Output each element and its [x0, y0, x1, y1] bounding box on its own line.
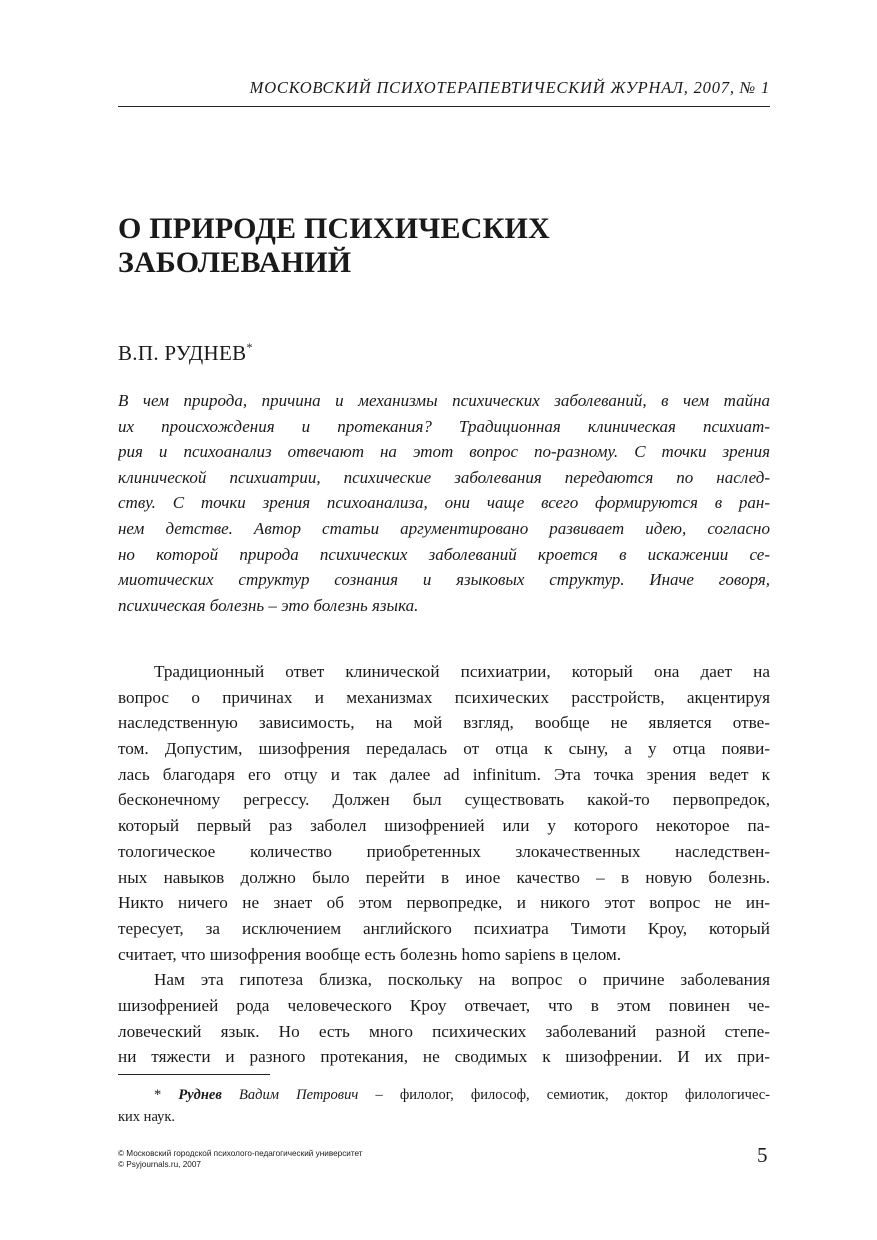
- footnote-line: ких наук.: [118, 1109, 176, 1125]
- body-line: Нам эта гипотеза близка, поскольку на вопрос о причине заболевания: [154, 970, 770, 990]
- author-name-block: [118, 340, 253, 366]
- abstract-line: миотических структур сознания и языковых структур. Иначе говоря,: [118, 570, 770, 590]
- abstract-line: ству. С точки зрения психоанализа, они чаще всего формируются в ран-: [118, 493, 770, 513]
- header-rule: [118, 106, 770, 107]
- body-line: вопрос о причинах и механизмах психических расстройств, акцентируя: [118, 687, 770, 707]
- body-line: ловеческий язык. Но есть много психических заболеваний разной степе-: [118, 1021, 770, 1041]
- body-line: Традиционный ответ клинической психиатрии, который она дает на: [154, 662, 770, 681]
- abstract-line: нем детстве. Автор статьи аргументировано развивает идею, согласно: [118, 518, 770, 538]
- page-number: 5: [757, 1143, 768, 1167]
- article-title: [118, 212, 550, 280]
- copyright-line: © Московский городской психолого-педагогический университет: [118, 1149, 363, 1158]
- footnote-author-given-name: Вадим Петрович: [239, 1087, 359, 1103]
- body-line: считает, что шизофрения вообще есть болезнь homo sapiens в целом.: [118, 944, 622, 964]
- author-name: В.П. РУДНЕВ: [118, 341, 247, 365]
- copyright-line: © Psyjournals.ru, 2007: [118, 1159, 201, 1169]
- journal-running-header: МОСКОВСКИЙ ПСИХОТЕРАПЕВТИЧЕСКИЙ ЖУРНАЛ, 2007, № 1: [249, 78, 770, 97]
- article-title-line: О ПРИРОДЕ ПСИХИЧЕСКИХ: [118, 212, 550, 245]
- body-line: том. Допустим, шизофрения передалась от отца к сыну, а у отца появи-: [118, 739, 770, 759]
- abstract-line: психическая болезнь – это болезнь языка.: [118, 595, 419, 615]
- copyright-notice: [118, 1149, 363, 1170]
- author-footnote-mark: *: [246, 340, 253, 354]
- footnote-mark: *: [154, 1087, 162, 1103]
- abstract-line: их происхождения и протекания? Традиционная клиническая психиат-: [118, 416, 770, 436]
- body-line: бесконечному регрессу. Должен был существовать какой-то первопредок,: [118, 790, 770, 810]
- abstract-line: но которой природа психических заболеваний кроется в искажении се-: [118, 544, 770, 564]
- body-line: Никто ничего не знает об этом первопредке, и никого этот вопрос не ин-: [118, 893, 770, 913]
- body-line: шизофренией рода человеческого Кроу отвечает, что в этом повинен че-: [118, 995, 770, 1015]
- body-line: который первый раз заболел шизофренией или у которого некоторое па-: [118, 816, 770, 836]
- body-line: лась благодаря его отцу и так далее ad infinitum. Эта точка зрения ведет к: [118, 764, 770, 784]
- body-line: тересует, за исключением английского психиатра Тимоти Кроу, который: [118, 918, 770, 938]
- abstract-line: рия и психоанализ отвечают на этот вопрос по-разному. С точки зрения: [118, 442, 770, 462]
- footnote-line: [118, 1084, 770, 1106]
- footnote-author-description: – филолог, философ, семиотик, доктор филологичес-: [358, 1087, 770, 1103]
- footnote-author-surname: Руднев: [178, 1087, 222, 1103]
- abstract: [118, 388, 770, 618]
- body-line: наследственную зависимость, на мой взгляд, вообще не является отве-: [118, 713, 770, 733]
- article-body: [118, 659, 770, 1070]
- body-line: ни тяжести и разного протекания, не сводимых к шизофрении. И их при-: [118, 1047, 770, 1067]
- abstract-line: клинической психиатрии, психические заболевания передаются по наслед-: [118, 467, 770, 487]
- footnote-rule: [118, 1074, 270, 1075]
- footnote: [118, 1084, 770, 1128]
- abstract-line: В чем природа, причина и механизмы психических заболеваний, в чем тайна: [118, 391, 770, 410]
- body-line: тологическое количество приобретенных злокачественных наследствен-: [118, 841, 770, 861]
- body-line: ных навыков должно было перейти в иное качество – в новую болезнь.: [118, 867, 770, 887]
- article-title-line: ЗАБОЛЕВАНИЙ: [118, 246, 352, 279]
